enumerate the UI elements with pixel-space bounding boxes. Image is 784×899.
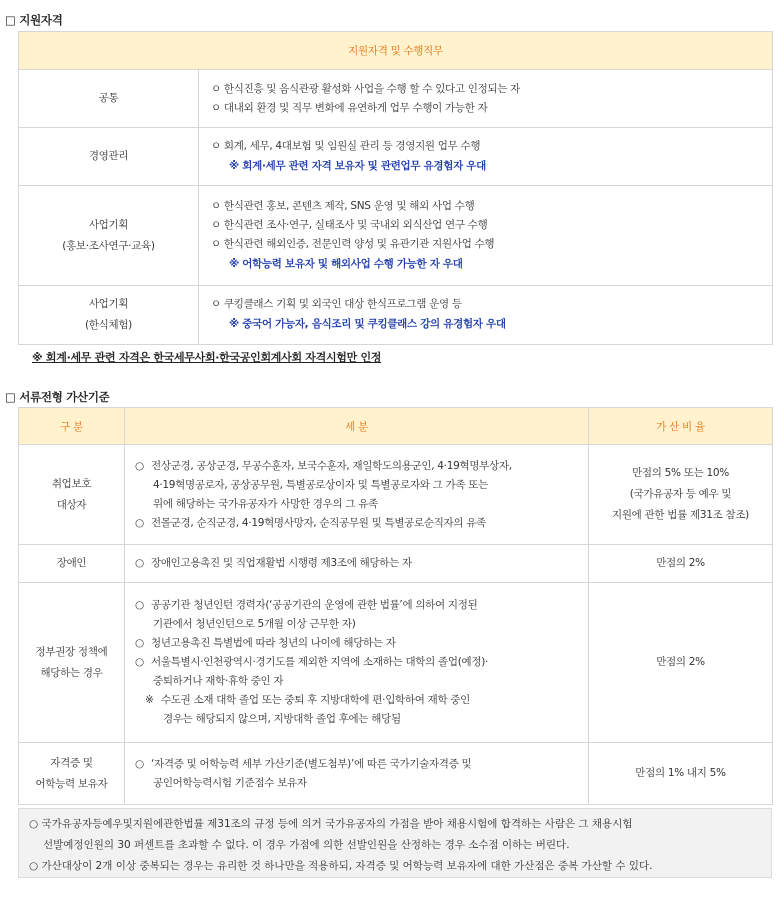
row-label-management: 경영관리 [19,128,199,186]
row-label-disabled: 장애인 [19,545,125,583]
row-label-planning-pr: 사업기획 (홍보·조사연구·교육) [19,186,199,286]
row-content-common: ㅇ 한식진흥 및 음식관광 활성화 사업을 수행 할 수 있다고 인정되는 자 ㅇ 대내외 환경 및 직무 변화에 유연하게 업무 수행이 가능한 자 [199,70,773,128]
row-label-planning-experience: 사업기획 (한식체험) [19,286,199,345]
row-label-common: 공통 [19,70,199,128]
row-label-protected: 취업보호 대상자 [19,445,125,545]
bonus-criteria-table [18,407,773,805]
planning-pr-preference-note: ※ 어학능력 보유자 및 해외사업 수행 가능한 자 우대 [229,257,463,270]
row-detail-disabled: ○ 장애인고용촉진 및 직업재활법 시행령 제3조에 해당하는 자 [125,545,589,583]
row-label-policy: 정부권장 정책에 해당하는 경우 [19,583,125,743]
header-category: 구 분 [19,408,125,445]
management-preference-note: ※ 회계·세무 관련 자격 보유자 및 관련업무 유경험자 우대 [229,159,486,172]
row-detail-certificates: ○ ‘자격증 및 어학능력 세부 가산기준(별도첨부)’에 따른 국가기술자격증 및 공인어학능력시험 기준점수 보유자 [125,743,589,805]
row-rate-certificates: 만점의 1% 내지 5% [589,743,773,805]
row-rate-disabled: 만점의 2% [589,545,773,583]
row-rate-protected: 만점의 5% 또는 10% (국가유공자 등 예우 및 지원에 관한 법률 제31조 참조) [589,445,773,545]
row-content-management: ㅇ 회계, 세무, 4대보험 및 임원실 관리 등 경영지원 업무 수행 ※ 회계·세무 관련 자격 보유자 및 관련업무 유경험자 우대 [199,128,773,186]
eligibility-table-header: 지원자격 및 수행직무 [19,32,773,70]
row-label-certificates: 자격증 및 어학능력 보유자 [19,743,125,805]
row-content-planning-experience: ㅇ 쿠킹클래스 기획 및 외국인 대상 한식프로그램 운영 등 ※ 중국어 가능자, 음식조리 및 쿠킹클래스 강의 유경험자 우대 [199,286,773,345]
header-detail: 세 분 [125,408,589,445]
section-title-bonus-criteria: □ 서류전형 가산기준 [5,390,110,404]
note-1: ○ 국가유공자등예우및지원에관한법률 제31조의 규정 등에 의거 국가유공자의 가점을 받아 채용시험에 합격하는 사람은 그 채용시험 [29,818,633,830]
note-1-cont: 선발예정인원의 30 퍼센트를 초과할 수 없다. 이 경우 가점에 의한 선발인원을 산정하는 경우 소수점 이하는 버린다. [43,839,570,851]
row-rate-policy: 만점의 2% [589,583,773,743]
certification-footnote: ※ 회계·세무 관련 자격은 한국세무사회·한국공인회계사회 자격시험만 인정 [32,351,382,364]
planning-experience-preference-note: ※ 중국어 가능자, 음식조리 및 쿠킹클래스 강의 유경험자 우대 [229,318,506,330]
eligibility-table [18,31,773,345]
header-rate: 가 산 비 율 [589,408,773,445]
note-2: ○ 가산대상이 2개 이상 중복되는 경우는 유리한 것 하나만을 적용하되, 자격증 및 어학능력 보유자에 대한 가산점은 중복 가산할 수 있다. [29,860,653,872]
row-detail-policy: ○ 공공기관 청년인턴 경력자(‘공공기관의 운영에 관한 법률’에 의하여 지정된 기관에서 청년인턴으로 5개월 이상 근무한 자) ○ 청년고용촉진 특별법에 따라 청년의 나이에 해당하는 자 ○ 서울특별시·인천광역시·경기도를 제외한 지역에 소재하는 대학의 졸업(예정)· 중퇴하거나 재학·휴학 중인 자 ※ 수도권 소재 대학 졸업 또는 중퇴 후 지방대학에 편·입학하여 재학 중인 경우는 해당되지 않으며, 지방대학 졸업 후에는 해당됨 [125,583,589,743]
row-content-planning-pr: ㅇ 한식관련 홍보, 콘텐츠 제작, SNS 운영 및 해외 사업 수행 ㅇ 한식관련 조사·연구, 실태조사 및 국내외 외식산업 연구 수행 ㅇ 한식관련 해외인증, 전문인력 양성 및 유관기관 지원사업 수행 ※ 어학능력 보유자 및 해외사업 수행 가능한 자 우대 [199,186,773,286]
section-title-eligibility: □ 지원자격 [5,13,63,27]
notes-box [18,808,772,878]
row-detail-protected: ○ 전상군경, 공상군경, 무공수훈자, 보국수훈자, 재일학도의용군인, 4·19혁명부상자, 4·19혁명공로자, 공상공무원, 특별공로상이자 및 특별공로자와 그 가족 또는 위에 해당하는 국가유공자가 사망한 경우의 그 유족 ○ 전몰군경, 순직군경, 4·19혁명사망자, 순직공무원 및 특별공로순직자의 유족 [125,445,589,545]
